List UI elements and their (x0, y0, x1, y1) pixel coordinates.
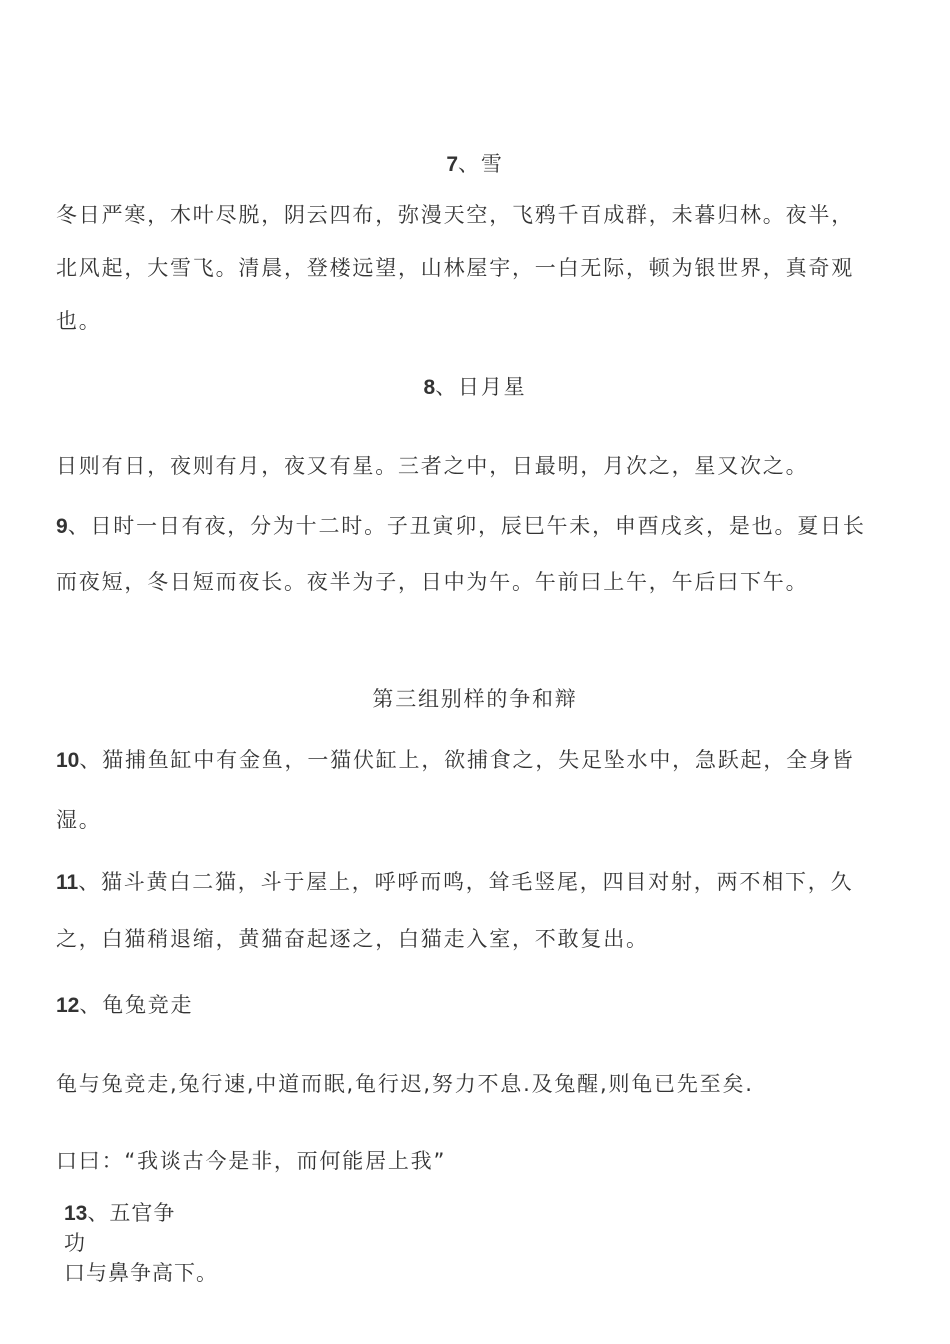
paragraph-line: 冬日严寒，木叶尽脱，阴云四布，弥漫天空，飞鸦千百成群，未暮归林。夜半， (56, 203, 854, 227)
paragraph-text: 、猫斗黄白二猫，斗于屋上，呼呼而鸣，耸毛竖尾，四目对射，两不相下，久 (78, 870, 854, 894)
paragraph-10-line (56, 745, 855, 776)
paragraph-text: 、日时一日有夜，分为十二时。子丑寅卯，辰巳午未，申酉戌亥，是也。夏日长 (67, 514, 866, 538)
heading-7 (0, 149, 950, 180)
heading-title: 、雪 (458, 152, 504, 176)
paragraph-number: 10 (56, 749, 80, 772)
heading-number: 13 (64, 1202, 88, 1225)
heading-8 (0, 372, 950, 403)
paragraph-line: 之，白猫稍退缩，黄猫奋起逐之，白猫走入室，不敢复出。 (56, 927, 649, 951)
heading-title: 、日月星 (435, 375, 527, 399)
paragraph-number: 9 (56, 515, 68, 538)
heading-13 (64, 1198, 175, 1229)
paragraph-line: 龟与兔竞走,兔行速,中道而眠,龟行迟,努力不息.及兔醒,则龟已先至矣. (56, 1072, 754, 1096)
paragraph-9-line (56, 511, 866, 542)
paragraph-line: 也。 (56, 309, 102, 333)
heading-title: 、五官争 (87, 1201, 176, 1225)
paragraph-number: 11 (56, 871, 79, 894)
heading-number: 12 (56, 994, 80, 1017)
paragraph-line: 功 (64, 1231, 86, 1255)
heading-title: 、龟兔竞走 (79, 993, 194, 1017)
paragraph-line: 湿。 (56, 808, 102, 832)
heading-number: 7 (446, 153, 459, 176)
group-title: 第三组别样的争和辩 (372, 687, 578, 711)
heading-number: 8 (423, 376, 436, 399)
heading-12 (56, 990, 193, 1021)
paragraph-text: 、猫捕鱼缸中有金鱼，一猫伏缸上，欲捕食之，失足坠水中，急跃起，全身皆 (79, 748, 855, 772)
paragraph-line: 口与鼻争高下。 (64, 1261, 218, 1285)
quote-line: 口曰：“我谈古今是非，而何能居上我” (56, 1149, 447, 1173)
paragraph-11-line (56, 867, 853, 898)
paragraph-line: 日则有日，夜则有月，夜又有星。三者之中，日最明，月次之，星又次之。 (56, 454, 809, 478)
paragraph-line: 北风起，大雪飞。清晨，登楼远望，山林屋宇，一白无际，顿为银世界，真奇观 (56, 256, 854, 280)
paragraph-line: 而夜短，冬日短而夜长。夜半为子，日中为午。午前曰上午，午后曰下午。 (56, 570, 809, 594)
